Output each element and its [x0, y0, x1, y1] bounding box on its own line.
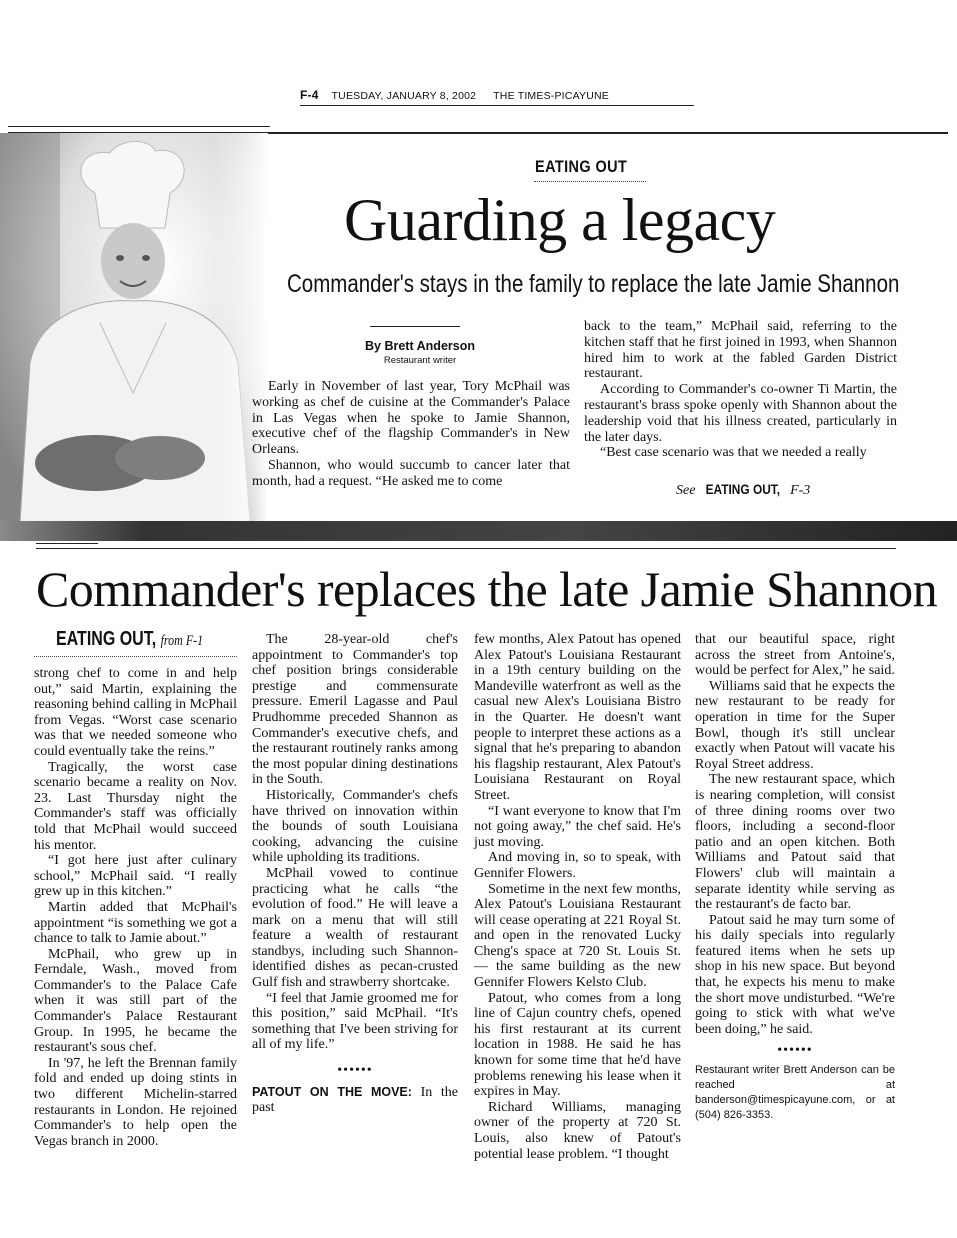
paragraph: Richard Williams, managing owner of the property at 720 St. Louis, also knew of Patout's potential lease problem. “I thought [474, 1099, 681, 1162]
top-story-column-1 [252, 379, 570, 490]
jump-rule-left [36, 543, 98, 544]
section-divider: •••••• [777, 1043, 813, 1059]
paragraph: Tragically, the worst case scenario became a reality on Nov. 23. Last Thursday night the Commander's staff was officially told that McPhail would succeed his mentor. [34, 759, 237, 853]
run-in-text: In the past [252, 1084, 458, 1116]
top-story-column-2 [584, 319, 897, 461]
paragraph: Shannon, who would succumb to cancer later that month, had a request. “He asked me to come [252, 457, 570, 489]
jump-column-4 [695, 632, 895, 1123]
paragraph: strong chef to come in and help out,” said Martin, explaining the reasoning behind calling in McPhail from Vegas. “Worst case scenario was that we needed someone who could eventually take the reins.” [34, 666, 237, 759]
masthead [300, 88, 695, 102]
paragraph: And moving in, so to speak, with Gennifer Flowers. [474, 850, 681, 881]
paragraph: “I feel that Jamie groomed me for this position,” said McPhail. “It's something that I've been striving for all of my life.” [252, 990, 458, 1053]
issue-date: TUESDAY, JANUARY 8, 2002 [331, 90, 477, 102]
run-in-head: PATOUT ON THE MOVE: [252, 1084, 412, 1099]
paragraph: Martin added that McPhail's appointment “is something we got a chance to talk to Jamie about.” [34, 899, 237, 947]
chef-photo [0, 133, 268, 523]
paragraph: Patout, who comes from a long line of Cajun country chefs, opened his first restaurant at its current location in 1988. He said he has known for some time that he'd have problems renewing his lease when it expires in May. [474, 990, 681, 1100]
headline: Guarding a legacy [344, 187, 776, 253]
continuation-rule [34, 656, 237, 657]
newspaper-name: THE TIMES-PICAYUNE [493, 90, 609, 102]
masthead-rule [300, 105, 694, 106]
jump-reference [676, 481, 810, 499]
jump-column-3 [474, 632, 681, 1162]
paragraph: back to the team,” McPhail said, referring to the kitchen staff that he first joined in 1993, when Shannon hired him to work at the fabled Garden District restaurant. [584, 319, 897, 382]
paragraph: that our beautiful space, right across the street from Antoine's, would be perfect for Alex,” he said. [695, 632, 895, 679]
jump-section: EATING OUT, [705, 481, 781, 497]
continuation-section: EATING OUT, [56, 628, 157, 650]
jump-page: F-3 [790, 483, 811, 498]
jump-prefix: See [676, 483, 696, 498]
top-rule-left [8, 126, 270, 127]
section-label: EATING OUT [535, 157, 628, 176]
page-fold-band [0, 521, 957, 541]
paragraph: Williams said that he expects the new restaurant to be ready for operation in time for the Super Bowl, though it's still unclear exactly when Patout will vacate his Royal Street address. [695, 678, 895, 772]
paragraph: The new restaurant space, which is nearing completion, will consist of three dining rooms over two floors, including a second-floor patio and an open kitchen. Both Williams and Patout said that Flowers' club will maintain a separate identity while serving as the restaurant's de facto bar. [695, 772, 895, 913]
paragraph: McPhail, who grew up in Ferndale, Wash., moved from Commander's to the Palace Cafe when it was still part of the Commander's Palace Restaurant Group. In 1995, he became the restaurant's sous chef. [34, 946, 237, 1056]
section-label-rule [534, 181, 646, 182]
page-number: F-4 [300, 88, 319, 102]
paragraph: Early in November of last year, Tory McPhail was working as chef de cuisine at the Commander's Palace in Las Vegas when he spoke to Jamie Shannon, executive chef of the flagship Commander's in New Orleans. [252, 379, 570, 458]
jump-headline: Commander's replaces the late Jamie Shannon [36, 561, 937, 617]
paragraph: “I want everyone to know that I'm not going away,” the chef said. He's just moving. [474, 803, 681, 850]
jump-column-1 [34, 666, 237, 1149]
paragraph: Sometime in the next few months, Alex Patout's Louisiana Restaurant will cease operating at 221 Royal St. and open in the renovated Lucky Cheng's space at 720 St. Louis St. — the same building as the new Gennifer Flowers Kelsto Club. [474, 881, 681, 991]
paragraph: Patout said he may turn some of his daily specials into regularly featured items when he sets up shop in his new space. But beyond that, he expects his menu to make the short move undisturbed. “We're going to stick with what we've been doing,” he said. [695, 912, 895, 1037]
paragraph: According to Commander's co-owner Ti Martin, the restaurant's brass spoke openly with Shannon about the leadership void that his illness created, particularly in the later days. [584, 382, 897, 445]
jump-column-2 [252, 632, 458, 1116]
subheadline: Commander's stays in the family to replace the late Jamie Shannon [287, 270, 900, 298]
byline: By Brett Anderson [365, 339, 475, 353]
paragraph: McPhail vowed to continue practicing what he calls “the evolution of food.” He will leave a mark on a menu that will still feature a wealth of restaurant standbys, including such Shannon-identified dishes as pecan-crusted Gulf fish and strawberry shortcake. [252, 865, 458, 991]
run-in-paragraph [252, 1085, 458, 1116]
paragraph: The 28-year-old chef's appointment to Commander's top chef position brings considerable prestige and commensurate pressure. Emeril Lagasse and Paul Prudhomme preceded Shannon as Commander's executive chefs, and the restaurant routinely ranks among the most popular dining destinations in the South. [252, 632, 458, 788]
paragraph: few months, Alex Patout has opened Alex Patout's Louisiana Restaurant in a 19th century building on the Mandeville waterfront as well as the casual new Alex's Louisiana Bistro in the Quarter. He doesn't want people to interpret these actions as a signal that he's preparing to abandon his flagship restaurant, Alex Patout's Louisiana Restaurant on Royal Street. [474, 632, 681, 803]
paragraph: In '97, he left the Brennan family fold and ended up doing stints in two different Michelin-starred restaurants in London. He rejoined Commander's to help open the Vegas branch in 2000. [34, 1055, 237, 1149]
continuation-from: from F-1 [160, 633, 204, 649]
author-tagline: Restaurant writer Brett Anderson can be reached at banderson@timespicayune.com, or at (504) 826-3353. [695, 1064, 895, 1122]
paragraph: Historically, Commander's chefs have thrived on innovation within the bounds of south Louisiana cooking, advancing the cuisine while upholding its traditions. [252, 787, 458, 866]
byline-role: Restaurant writer [383, 355, 457, 366]
paragraph: “Best case scenario was that we needed a really [600, 445, 867, 461]
section-divider: •••••• [337, 1063, 373, 1079]
jump-rule [36, 548, 896, 549]
paragraph: “I got here just after culinary school,” McPhail said. “I really grew up in this kitchen.” [34, 853, 237, 900]
byline-rule [370, 326, 460, 327]
continuation-label [56, 628, 203, 651]
